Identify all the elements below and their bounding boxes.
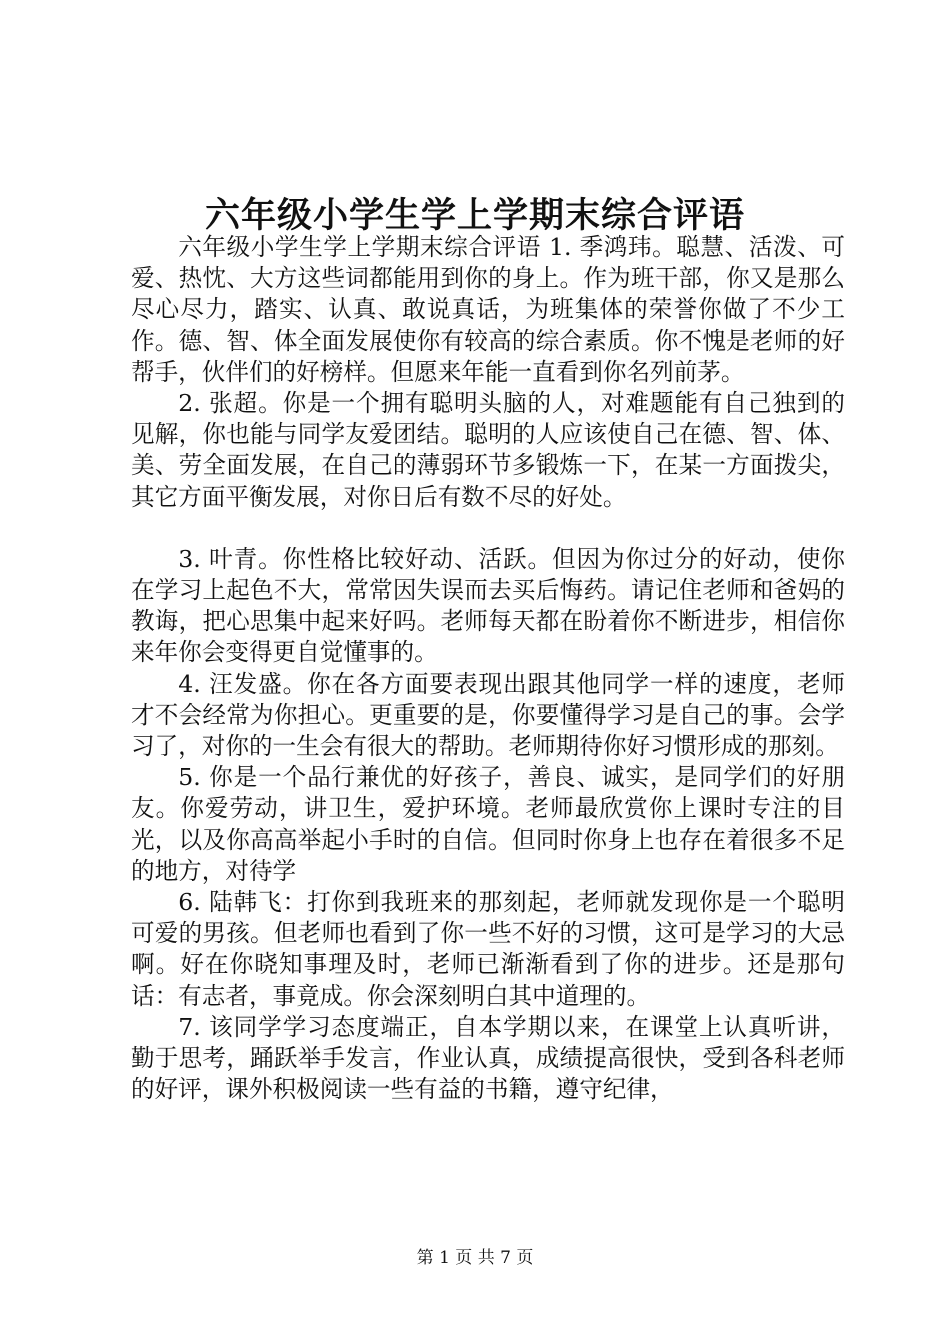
paragraph-5: 5. 你是一个品行兼优的好孩子，善良、诚实，是同学们的好朋友。你爱劳动，讲卫生，爱护环境。老师最欣赏你上课时专注的目光，以及你高高举起小手时的自信。但同时你身上也存在着很多不足的地方，对待学 <box>131 763 845 885</box>
paragraph-3: 3. 叶青。你性格比较好动、活跃。但因为你过分的好动，使你在学习上起色不大，常常因失误而去买后悔药。请记住老师和爸妈的教诲，把心思集中起来好吗。老师每天都在盼着你不断进步，相信你来年你会变得更自觉懂事的。 <box>131 544 845 667</box>
paragraph-7: 7. 该同学学习态度端正，自本学期以来，在课堂上认真听讲，勤于思考，踊跃举手发言，作业认真，成绩提高很快，受到各科老师的好评，课外积极阅读一些有益的书籍，遵守纪律， <box>131 1012 845 1104</box>
document-body <box>131 232 845 1105</box>
paragraph-6: 6. 陆韩飞：打你到我班来的那刻起，老师就发现你是一个聪明可爱的男孩。但老师也看到了你一些不好的习惯，这可是学习的大忌啊。好在你晓知事理及时，老师已渐渐看到了你的进步。还是那句话：有志者，事竟成。你会深刻明白其中道理的。 <box>131 888 845 1010</box>
paragraph-2: 2. 张超。你是一个拥有聪明头脑的人，对难题能有自己独到的见解，你也能与同学友爱团结。聪明的人应该使自己在德、智、体、美、劳全面发展，在自己的薄弱环节多锻炼一下，在某一方面拨尖，其它方面平衡发展，对你日后有数不尽的好处。 <box>131 389 845 511</box>
page-footer: 第 1 页 共 7 页 <box>416 1248 534 1268</box>
paragraph-1: 六年级小学生学上学期末综合评语 1. 季鸿玮。聪慧、活泼、可爱、热忱、大方这些词都能用到你的身上。作为班干部，你又是那么尽心尽力，踏实、认真、敢说真话，为班集体的荣誉你做了不少工作。德、智、体全面发展使你有较高的综合素质。你不愧是老师的好帮手，伙伴们的好榜样。但愿来年能一直看到你名列前茅。 <box>131 233 845 386</box>
paragraph-4: 4. 汪发盛。你在各方面要表现出跟其他同学一样的速度，老师才不会经常为你担心。更重要的是，你要懂得学习是自己的事。会学习了，对你的一生会有很大的帮助。老师期待你好习惯形成的那刻。 <box>131 669 845 761</box>
document-title: 六年级小学生学上学期末综合评语 <box>204 196 745 236</box>
